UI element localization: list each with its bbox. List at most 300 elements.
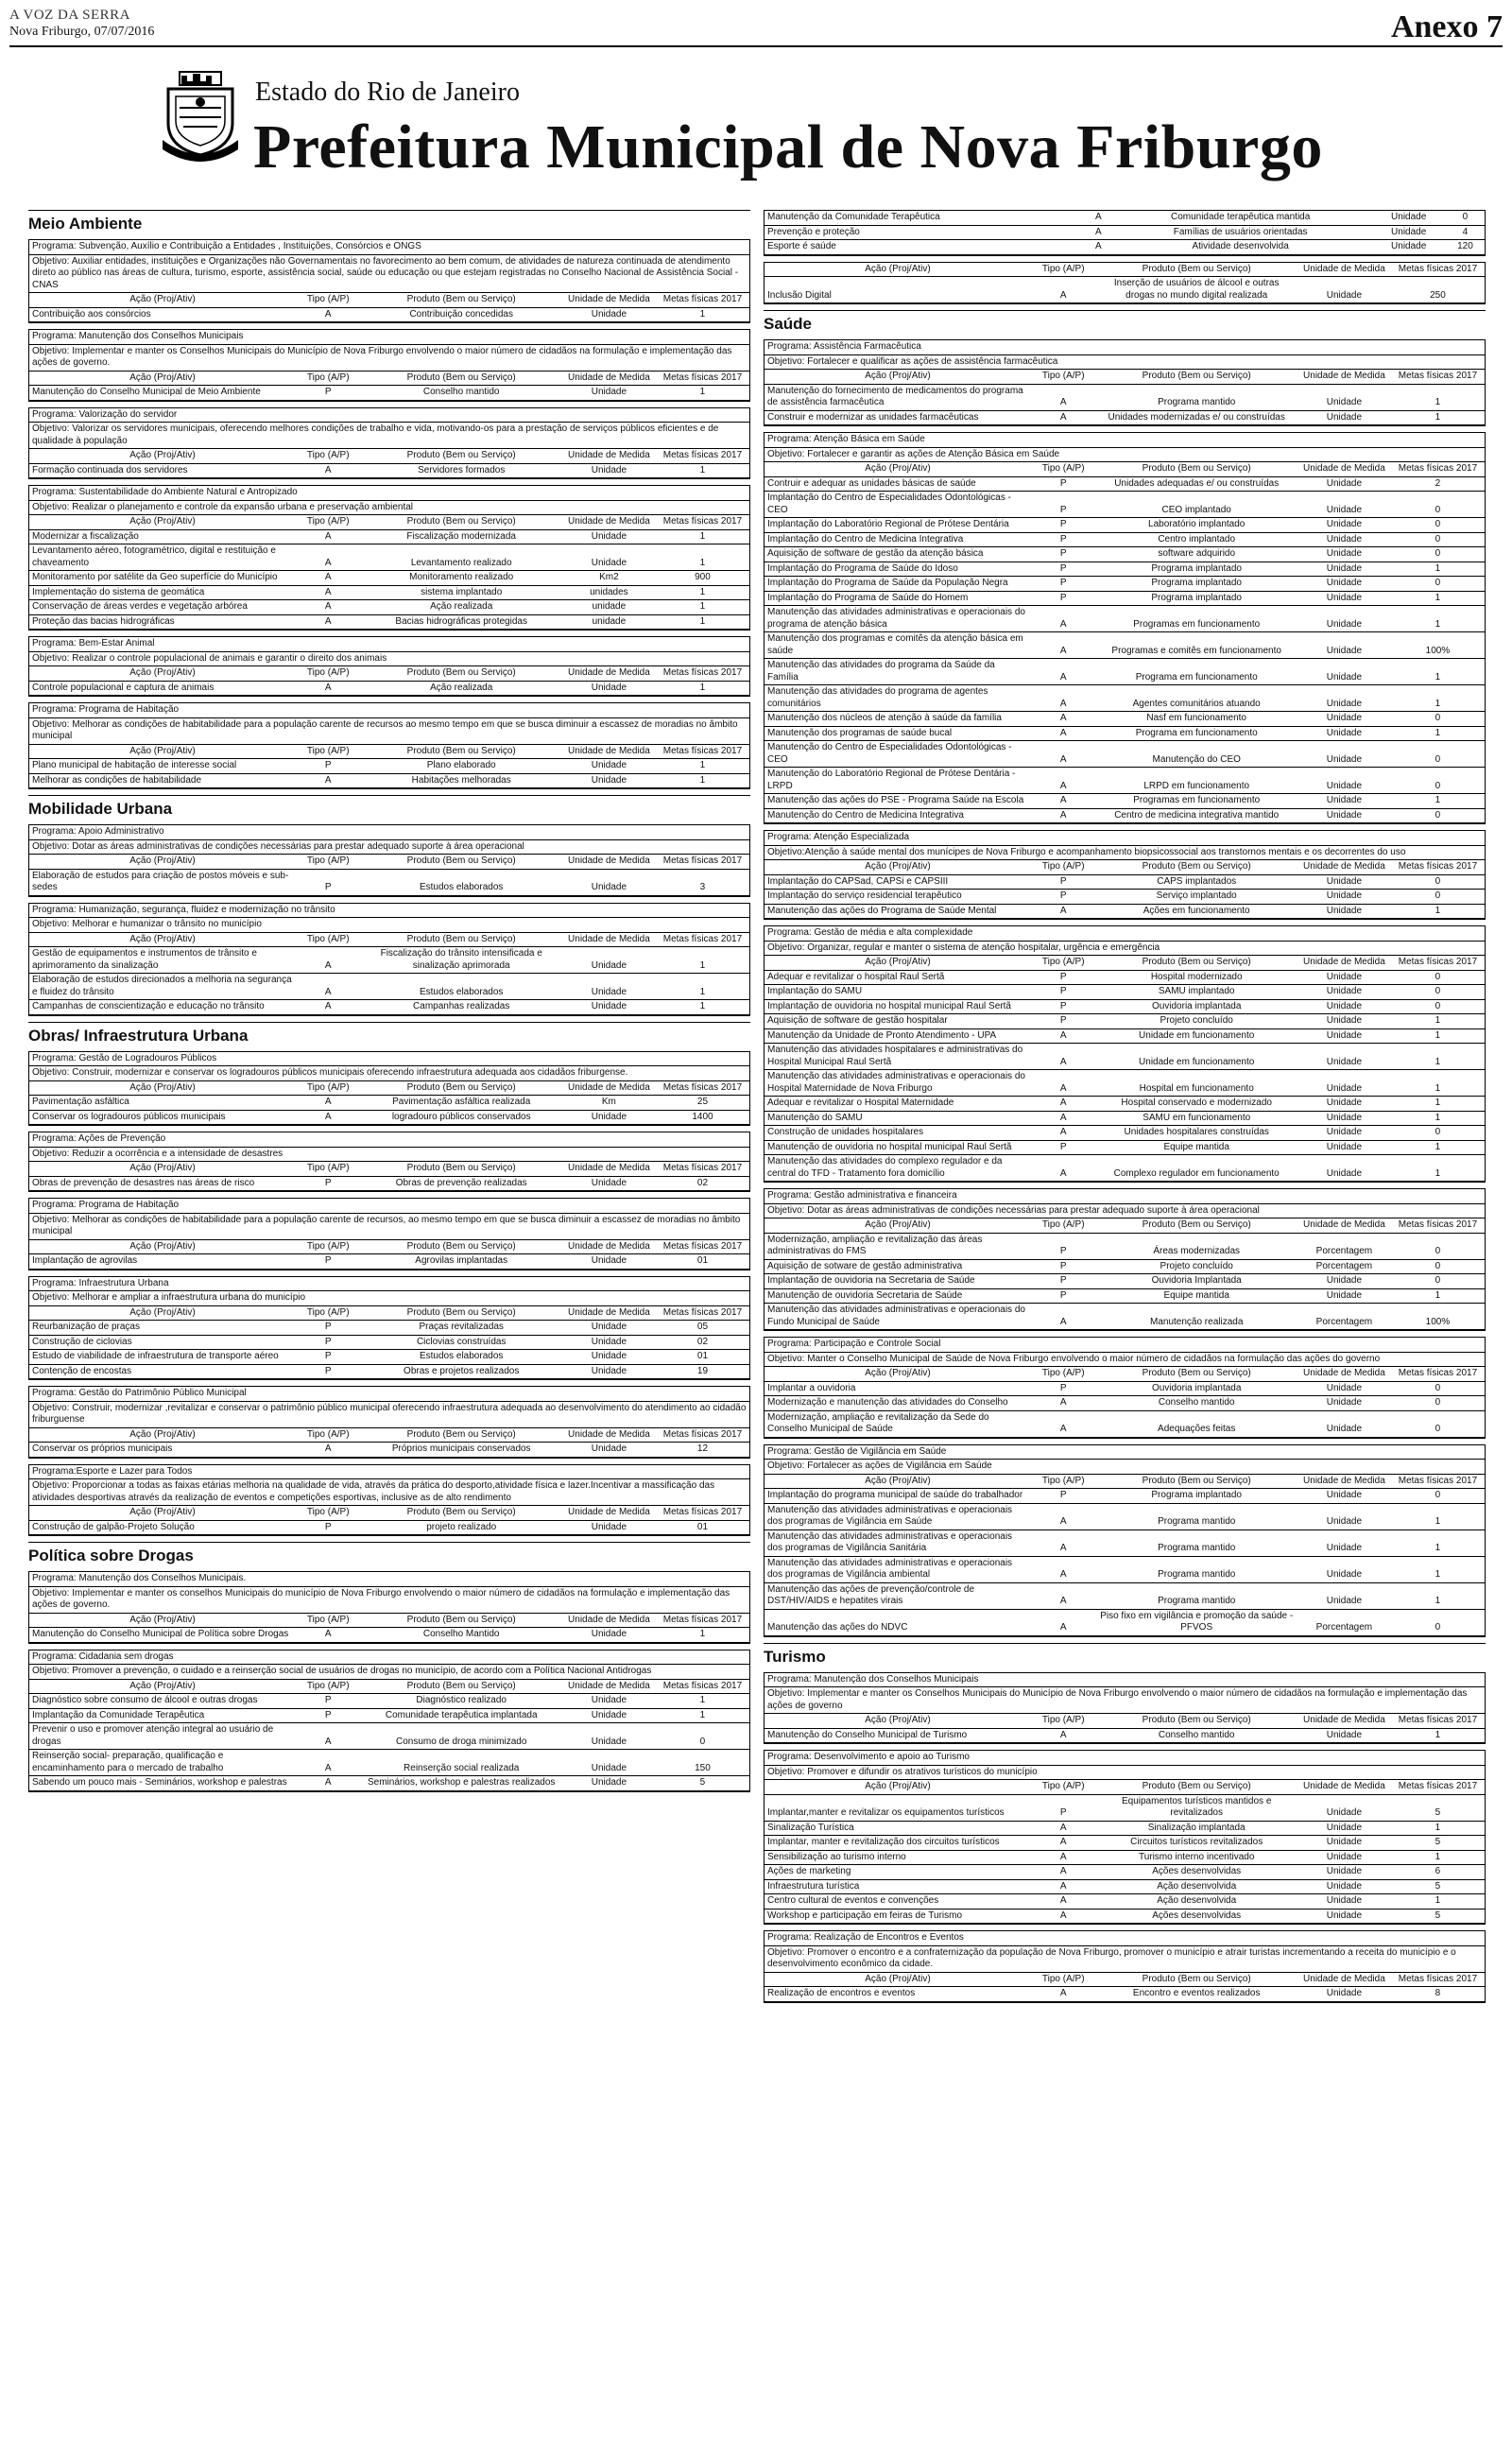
column-header-unidade: Unidade de Medida — [562, 449, 656, 463]
table-cell: A — [1031, 1894, 1096, 1910]
table-cell: Manutenção das ações do NDVC — [765, 1609, 1031, 1635]
table-cell: Sensibilização ao turismo interno — [765, 1850, 1031, 1865]
table-cell: 02 — [656, 1335, 749, 1350]
program-line: Programa: Atenção Básica em Saúde — [765, 433, 1485, 448]
table-cell: Unidade — [562, 1321, 656, 1336]
table-cell: Campanhas de conscientização e educação no trânsito — [29, 1000, 296, 1015]
table-cell: Implantação do Centro de Especialidades Odontológicas - CEO — [765, 492, 1031, 518]
goals-table — [765, 956, 1485, 1182]
table-header-row — [29, 1506, 749, 1520]
table-cell: Unidade — [1297, 1850, 1391, 1865]
table-cell: Consumo de droga minimizado — [361, 1723, 562, 1750]
table-cell: Centro cultural de eventos e convenções — [765, 1894, 1031, 1910]
table-cell: Unidade — [1297, 591, 1391, 606]
table-cell: Unidade — [1297, 1879, 1391, 1894]
table-cell: Unidades modernizadas e/ ou construídas — [1096, 410, 1297, 425]
goals-table — [765, 1780, 1485, 1924]
table-cell: 0 — [1391, 768, 1485, 794]
table-cell: P — [296, 1176, 361, 1191]
table-cell: Manutenção das atividades administrativas e operacionais do programa de atenção básica — [765, 606, 1031, 632]
table-cell: Contenção de encostas — [29, 1364, 296, 1379]
table-cell: A — [296, 544, 361, 571]
table-cell: Adequar e revitalizar o hospital Raul Sertã — [765, 970, 1031, 985]
table-cell: Unidade — [1297, 277, 1391, 303]
column-header-acao: Ação (Proj/Ativ) — [765, 462, 1031, 476]
table-cell: Ações desenvolvidas — [1096, 1909, 1297, 1924]
table-row — [765, 632, 1485, 659]
table-cell: A — [1031, 741, 1096, 768]
program-line: Programa: Gestão de Vigilância em Saúde — [765, 1445, 1485, 1460]
goals-table — [29, 1162, 749, 1191]
table-cell: Programas em funcionamento — [1096, 794, 1297, 809]
column-header-produto: Produto (Bem ou Serviço) — [1096, 860, 1297, 874]
table-row — [765, 1070, 1485, 1097]
column-header-metas: Metas físicas 2017 — [1391, 860, 1485, 874]
table-cell: A — [1031, 1304, 1096, 1330]
table-cell: Unidade — [1297, 712, 1391, 727]
table-cell: Porcentagem — [1297, 1304, 1391, 1330]
column-header-tipo: Tipo (A/P) — [296, 1081, 361, 1096]
column-header-metas: Metas físicas 2017 — [656, 745, 749, 759]
table-cell: Unidade — [1297, 1503, 1391, 1529]
table-cell: 0 — [1391, 1233, 1485, 1259]
goals-table — [29, 933, 749, 1015]
column-header-produto: Produto (Bem ou Serviço) — [361, 372, 562, 386]
table-cell: A — [1088, 211, 1109, 225]
objective-line: Objetivo: Implementar e manter os Conselhos Municipais do Município de Nova Friburgo envolvendo o maior número de cidadãos na formulação e implementação das ações de governo — [765, 1687, 1485, 1714]
table-cell: 25 — [656, 1096, 749, 1111]
table-cell: LRPD em funcionamento — [1096, 768, 1297, 794]
table-cell: A — [1031, 1609, 1096, 1635]
table-header-row — [765, 1367, 1485, 1381]
table-cell: P — [1031, 1381, 1096, 1396]
table-cell: Ouvidoria implantada — [1096, 1381, 1297, 1396]
table-cell: Implantação do programa municipal de saúde do trabalhador — [765, 1489, 1031, 1504]
table-cell: 0 — [1391, 1259, 1485, 1274]
table-header-row — [765, 956, 1485, 970]
table-cell: 02 — [656, 1176, 749, 1191]
table-cell: Unidade — [1297, 518, 1391, 533]
table-cell: Conservar os logradouros públicos municipais — [29, 1110, 296, 1125]
table-cell: Unidade — [1372, 211, 1446, 225]
table-cell: 1 — [656, 974, 749, 1000]
table-cell: Comunidade terapêutica implantada — [361, 1708, 562, 1723]
table-cell: Ouvidoria implantada — [1096, 999, 1297, 1014]
table-cell: Manutenção do fornecimento de medicamentos do programa de assistência farmacêutica — [765, 384, 1031, 410]
table-cell: 1 — [1391, 1288, 1485, 1304]
table-cell: Ações desenvolvidas — [1096, 1865, 1297, 1880]
section-title: Turismo — [764, 1643, 1486, 1667]
table-cell: Serviço implantado — [1096, 890, 1297, 905]
objective-line: Objetivo: Fortalecer as ações de Vigilância em Saúde — [765, 1460, 1485, 1475]
table-header-row — [29, 1428, 749, 1443]
table-cell: Unidade — [1297, 532, 1391, 547]
column-header-tipo: Tipo (A/P) — [1031, 462, 1096, 476]
table-cell: Programas em funcionamento — [1096, 606, 1297, 632]
program-block — [764, 1188, 1486, 1331]
table-cell: Inclusão Digital — [765, 277, 1031, 303]
table-row — [29, 681, 749, 696]
table-cell: Reinserção social- preparação, qualificação e encaminhamento para o mercado de trabalho — [29, 1750, 296, 1776]
table-cell: Projeto concluído — [1096, 1014, 1297, 1029]
column-header-unidade: Unidade de Medida — [1297, 860, 1391, 874]
table-cell: Manutenção das atividades do programa da Saúde da Família — [765, 659, 1031, 685]
table-row — [29, 1628, 749, 1643]
table-cell: Nasf em funcionamento — [1096, 712, 1297, 727]
column-header-produto: Produto (Bem ou Serviço) — [361, 933, 562, 947]
table-cell: Ação realizada — [361, 681, 562, 696]
table-header-row — [765, 1475, 1485, 1489]
column-header-produto: Produto (Bem ou Serviço) — [1096, 263, 1297, 277]
program-line: Programa: Gestão de Logradouros Públicos — [29, 1052, 749, 1067]
column-header-tipo: Tipo (A/P) — [296, 1240, 361, 1254]
prefeitura-title: Prefeitura Municipal de Nova Friburgo — [253, 112, 1323, 181]
table-row — [765, 1728, 1485, 1743]
table-cell: Unidade — [1297, 1070, 1391, 1097]
program-block — [764, 1337, 1486, 1439]
table-cell: Programa implantado — [1096, 591, 1297, 606]
table-cell: Unidade — [1297, 1381, 1391, 1396]
column-header-produto: Produto (Bem ou Serviço) — [361, 745, 562, 759]
table-cell: Fiscalização modernizada — [361, 529, 562, 544]
table-cell: Unidade — [1297, 1836, 1391, 1851]
table-cell: Construção de unidades hospitalares — [765, 1126, 1031, 1141]
table-cell: 1 — [1391, 1529, 1485, 1556]
column-header-metas: Metas físicas 2017 — [1391, 263, 1485, 277]
objective-line: Objetivo: Promover e difundir os atrativos turísticos do município — [765, 1766, 1485, 1781]
table-cell: 1 — [656, 614, 749, 630]
table-cell: Equipe mantida — [1096, 1140, 1297, 1155]
column-header-tipo: Tipo (A/P) — [296, 1428, 361, 1443]
table-cell: A — [296, 1776, 361, 1791]
table-cell: A — [1031, 1821, 1096, 1836]
column-header-tipo: Tipo (A/P) — [1031, 1475, 1096, 1489]
objective-line: Objetivo: Realizar o controle populacional de animais e garantir o direito dos animais — [29, 652, 749, 667]
column-header-tipo: Tipo (A/P) — [296, 933, 361, 947]
column-header-acao: Ação (Proj/Ativ) — [765, 1475, 1031, 1489]
table-cell: Unidade — [1297, 1126, 1391, 1141]
table-cell: P — [296, 869, 361, 895]
column-header-metas: Metas físicas 2017 — [656, 1240, 749, 1254]
table-cell: Equipe mantida — [1096, 1288, 1297, 1304]
program-line: Programa:Esporte e Lazer para Todos — [29, 1465, 749, 1480]
table-cell: Centro de medicina integrativa mantido — [1096, 808, 1297, 823]
column-header-tipo: Tipo (A/P) — [296, 1162, 361, 1176]
table-cell: 5 — [1391, 1794, 1485, 1821]
table-cell: Ação desenvolvida — [1096, 1879, 1297, 1894]
column-header-unidade: Unidade de Medida — [562, 1306, 656, 1321]
table-cell: Programa implantado — [1096, 577, 1297, 592]
column-header-acao: Ação (Proj/Ativ) — [765, 1714, 1031, 1728]
column-header-acao: Ação (Proj/Ativ) — [765, 956, 1031, 970]
table-row — [765, 985, 1485, 1000]
table-cell: 1 — [1391, 1140, 1485, 1155]
table-cell: Estudos elaborados — [361, 1350, 562, 1365]
table-cell: Hospital em funcionamento — [1096, 1070, 1297, 1097]
table-cell: Unidades adequadas e/ ou construídas — [1096, 476, 1297, 492]
table-cell: Implantar,manter e revitalizar os equipamentos turísticos — [765, 1794, 1031, 1821]
program-block — [764, 339, 1486, 426]
column-header-produto: Produto (Bem ou Serviço) — [361, 666, 562, 681]
table-cell: A — [296, 463, 361, 478]
table-row — [29, 773, 749, 788]
table-cell: Unidade — [562, 773, 656, 788]
table-row — [29, 1520, 749, 1535]
program-block — [28, 239, 750, 323]
column-header-produto: Produto (Bem ou Serviço) — [1096, 1780, 1297, 1794]
objective-line: Objetivo: Reduzir a ocorrência e a intensidade de desastres — [29, 1148, 749, 1163]
table-cell: A — [1031, 1097, 1096, 1112]
column-header-unidade: Unidade de Medida — [562, 515, 656, 529]
table-cell: A — [1031, 1155, 1096, 1182]
table-cell: Monitoramento realizado — [361, 571, 562, 586]
table-cell: 1 — [1391, 685, 1485, 712]
table-row — [765, 1396, 1485, 1411]
column-header-tipo: Tipo (A/P) — [1031, 860, 1096, 874]
table-cell: 1 — [1391, 1821, 1485, 1836]
table-cell: A — [1031, 606, 1096, 632]
table-cell: 1 — [1391, 384, 1485, 410]
table-cell: Unidade — [562, 1335, 656, 1350]
objective-line: Objetivo:Atenção à saúde mental dos munícipes de Nova Friburgo e acompanhamento biopsicossocial aos transtornos mentais e os decorrentes do uso — [765, 846, 1485, 861]
table-cell: Comunidade terapêutica mantida — [1109, 211, 1372, 225]
table-cell: Unidade — [562, 1443, 656, 1458]
objective-line: Objetivo: Realizar o planejamento e controle da expansão urbana e preservação ambiental — [29, 501, 749, 516]
table-header-row — [29, 1680, 749, 1694]
table-header-row — [765, 462, 1485, 476]
program-block — [764, 925, 1486, 1183]
table-cell: 250 — [1391, 277, 1485, 303]
table-cell: A — [296, 1110, 361, 1125]
objective-line: Objetivo: Promover a prevenção, o cuidado e a reinserção social de usuários de drogas no município, de acordo com a Política Nacional Antidrogas — [29, 1665, 749, 1680]
column-header-acao: Ação (Proj/Ativ) — [765, 1973, 1031, 1987]
table-cell: Próprios municipais conservados — [361, 1443, 562, 1458]
table-cell: 1 — [1391, 1503, 1485, 1529]
column-header-unidade: Unidade de Medida — [562, 1428, 656, 1443]
table-row — [29, 571, 749, 586]
program-block — [764, 432, 1486, 824]
table-cell: 0 — [1391, 1126, 1485, 1141]
table-cell: 0 — [1391, 970, 1485, 985]
table-cell: A — [296, 307, 361, 322]
table-cell: A — [1031, 1410, 1096, 1437]
table-cell: 1 — [656, 1000, 749, 1015]
table-cell: A — [296, 1750, 361, 1776]
column-header-produto: Produto (Bem ou Serviço) — [361, 1162, 562, 1176]
table-cell: 1 — [1391, 1097, 1485, 1112]
column-header-produto: Produto (Bem ou Serviço) — [361, 515, 562, 529]
table-cell: Unidade — [562, 1350, 656, 1365]
program-block — [28, 329, 750, 402]
top-bar — [9, 8, 1503, 47]
program-line: Programa: Cidadania sem drogas — [29, 1650, 749, 1666]
table-cell: Complexo regulador em funcionamento — [1096, 1155, 1297, 1182]
table-cell: Implantação do Programa de Saúde do Idoso — [765, 562, 1031, 577]
table-cell: Construção de ciclovias — [29, 1335, 296, 1350]
column-header-metas: Metas físicas 2017 — [1391, 1475, 1485, 1489]
table-cell: P — [296, 1708, 361, 1723]
column-header-tipo: Tipo (A/P) — [296, 745, 361, 759]
table-cell: Pavimentação asfáltica realizada — [361, 1096, 562, 1111]
column-header-unidade: Unidade de Medida — [1297, 1475, 1391, 1489]
table-header-row — [29, 855, 749, 869]
section-title: Mobilidade Urbana — [28, 795, 750, 819]
table-cell: Manutenção de ouvidoria Secretaria de Saúde — [765, 1288, 1031, 1304]
goals-table — [29, 449, 749, 478]
table-cell: Construir e modernizar as unidades farmacêuticas — [765, 410, 1031, 425]
table-cell: Plano municipal de habitação de interesse social — [29, 759, 296, 774]
table-cell: Laboratório implantado — [1096, 518, 1297, 533]
table-cell: Unidade — [562, 681, 656, 696]
table-cell: P — [1031, 532, 1096, 547]
table-cell: Manutenção das atividades hospitalares e administrativas do Hospital Municipal Raul Sertã — [765, 1044, 1031, 1070]
objective-line: Objetivo: Proporcionar a todas as faixas etárias melhoria na qualidade de vida, através da prática do desporto,atividade física e lazer.Incentivar a massificação das atividades desportivas através da realização de eventos e competições esportivas, inclusive as de alto rendimento — [29, 1479, 749, 1506]
table-cell: A — [296, 1443, 361, 1458]
table-cell: Unidade — [1297, 1794, 1391, 1821]
table-cell: Modernização, ampliação e revitalização das áreas administrativas do FMS — [765, 1233, 1031, 1259]
column-header-tipo: Tipo (A/P) — [296, 515, 361, 529]
objective-line: Objetivo: Organizar, regular e manter o sistema de atenção hospitalar, urgência e emergência — [765, 942, 1485, 957]
table-cell: 5 — [656, 1776, 749, 1791]
table-cell: A — [1031, 808, 1096, 823]
table-cell: A — [296, 681, 361, 696]
table-cell: Unidade — [562, 1750, 656, 1776]
table-cell: P — [296, 1364, 361, 1379]
table-row — [765, 1140, 1485, 1155]
table-cell: A — [1031, 277, 1096, 303]
objective-line: Objetivo: Fortalecer e garantir as ações de Atenção Básica em Saúde — [765, 448, 1485, 463]
table-row — [29, 1321, 749, 1336]
column-header-metas: Metas físicas 2017 — [656, 666, 749, 681]
table-cell: Unidade — [1297, 985, 1391, 1000]
column-header-unidade: Unidade de Medida — [562, 1614, 656, 1628]
table-row — [765, 518, 1485, 533]
table-row — [29, 1335, 749, 1350]
table-cell: Unidade — [1297, 1489, 1391, 1504]
program-line: Programa: Bem-Estar Animal — [29, 637, 749, 652]
annex-title: Anexo 7 — [1390, 9, 1503, 44]
program-block — [28, 407, 750, 480]
edition-date: Nova Friburgo, 07/07/2016 — [9, 25, 155, 39]
table-cell: 1 — [1391, 1044, 1485, 1070]
goals-table — [765, 1218, 1485, 1330]
program-line: Programa: Gestão do Patrimônio Público Municipal — [29, 1387, 749, 1402]
table-cell: 0 — [1391, 1410, 1485, 1437]
table-row — [29, 1750, 749, 1776]
table-row — [765, 1381, 1485, 1396]
table-cell: A — [296, 1000, 361, 1015]
objective-line: Objetivo: Implementar e manter os Conselhos Municipais do Município de Nova Friburgo envolvendo o maior número de cidadãos na formulação e implementação das ações de governo. — [29, 345, 749, 372]
objective-line: Objetivo: Dotar as áreas administrativas de condições necessárias para prestar adequado suporte à área operacional — [765, 1204, 1485, 1219]
table-cell: Ações em funcionamento — [1096, 904, 1297, 919]
table-cell: Estudo de viabilidade de infraestrutura de transporte aéreo — [29, 1350, 296, 1365]
table-cell: Agrovilas implantadas — [361, 1254, 562, 1270]
table-row — [29, 1443, 749, 1458]
column-header-produto: Produto (Bem ou Serviço) — [361, 1306, 562, 1321]
table-cell: 1 — [656, 1708, 749, 1723]
column-header-unidade: Unidade de Medida — [562, 1506, 656, 1520]
column-header-acao: Ação (Proj/Ativ) — [29, 515, 296, 529]
table-row — [765, 1044, 1485, 1070]
table-cell: 1 — [1391, 1894, 1485, 1910]
table-cell: 5 — [1391, 1909, 1485, 1924]
column-header-unidade: Unidade de Medida — [562, 1680, 656, 1694]
table-cell: Conservação de áreas verdes e vegetação arbórea — [29, 600, 296, 615]
table-cell: Unidade — [1297, 410, 1391, 425]
table-cell: A — [296, 614, 361, 630]
table-cell: Manutenção dos núcleos de atenção à saúde da família — [765, 712, 1031, 727]
table-cell: Unidade — [562, 1176, 656, 1191]
table-header-row — [29, 1081, 749, 1096]
table-cell: Plano elaborado — [361, 759, 562, 774]
table-cell: P — [1031, 1259, 1096, 1274]
section-title: Política sobre Drogas — [28, 1542, 750, 1565]
table-cell: Unidade — [1297, 659, 1391, 685]
table-header-row — [765, 860, 1485, 874]
table-cell: Programa mantido — [1096, 384, 1297, 410]
column-header-metas: Metas físicas 2017 — [656, 933, 749, 947]
table-row — [29, 1110, 749, 1125]
table-header-row — [765, 1780, 1485, 1794]
column-header-metas: Metas físicas 2017 — [656, 1162, 749, 1176]
table-cell: 0 — [656, 1723, 749, 1750]
table-row — [765, 1894, 1485, 1910]
table-row — [765, 808, 1485, 823]
table-cell: A — [1031, 904, 1096, 919]
table-cell: 1 — [1391, 794, 1485, 809]
column-header-acao: Ação (Proj/Ativ) — [29, 745, 296, 759]
table-cell: 1 — [656, 600, 749, 615]
program-line: Programa: Desenvolvimento e apoio ao Turismo — [765, 1751, 1485, 1766]
table-cell: Conselho mantido — [1096, 1396, 1297, 1411]
column-header-metas: Metas físicas 2017 — [656, 1081, 749, 1096]
column-header-acao: Ação (Proj/Ativ) — [29, 293, 296, 307]
table-cell: Unidade — [1297, 476, 1391, 492]
table-cell: Unidade — [1297, 1728, 1391, 1743]
table-cell: 5 — [1391, 1879, 1485, 1894]
table-cell: 1 — [1391, 1155, 1485, 1182]
column-header-produto: Produto (Bem ou Serviço) — [1096, 1367, 1297, 1381]
table-cell: 12 — [656, 1443, 749, 1458]
table-cell: Unidade — [562, 759, 656, 774]
table-cell: Unidade — [1372, 225, 1446, 240]
table-cell: Unidade — [1297, 1410, 1391, 1437]
program-line: Programa: Programa de Habitação — [29, 703, 749, 718]
goals-table — [765, 1714, 1485, 1743]
objective-line: Objetivo: Valorizar os servidores municipais, oferecendo melhores condições de trabalho e vida, motivando-os para a prestação de serviços públicos eficientes e de qualidade à população — [29, 423, 749, 449]
goals-table — [29, 1081, 749, 1126]
table-row — [765, 1909, 1485, 1924]
table-cell: Manutenção das ações do Programa de Saúde Mental — [765, 904, 1031, 919]
column-header-unidade: Unidade de Medida — [562, 666, 656, 681]
table-row — [29, 1176, 749, 1191]
column-header-acao: Ação (Proj/Ativ) — [29, 1240, 296, 1254]
table-cell: A — [1031, 768, 1096, 794]
program-line: Programa: Gestão administrativa e financeira — [765, 1189, 1485, 1204]
table-cell: Implantação do Programa de Saúde do Homem — [765, 591, 1031, 606]
column-header-acao: Ação (Proj/Ativ) — [29, 1614, 296, 1628]
table-cell: Manutenção do Conselho Municipal de Política sobre Drogas — [29, 1628, 296, 1643]
table-cell: 150 — [656, 1750, 749, 1776]
table-row — [765, 1503, 1485, 1529]
program-block — [764, 1750, 1486, 1925]
column-header-produto: Produto (Bem ou Serviço) — [361, 1428, 562, 1443]
table-row — [765, 384, 1485, 410]
column-header-metas: Metas físicas 2017 — [656, 515, 749, 529]
table-cell: Manutenção das atividades administrativas e operacionais dos programas de Vigilância Sanitária — [765, 1529, 1031, 1556]
table-cell: 05 — [656, 1321, 749, 1336]
table-header-row — [29, 449, 749, 463]
